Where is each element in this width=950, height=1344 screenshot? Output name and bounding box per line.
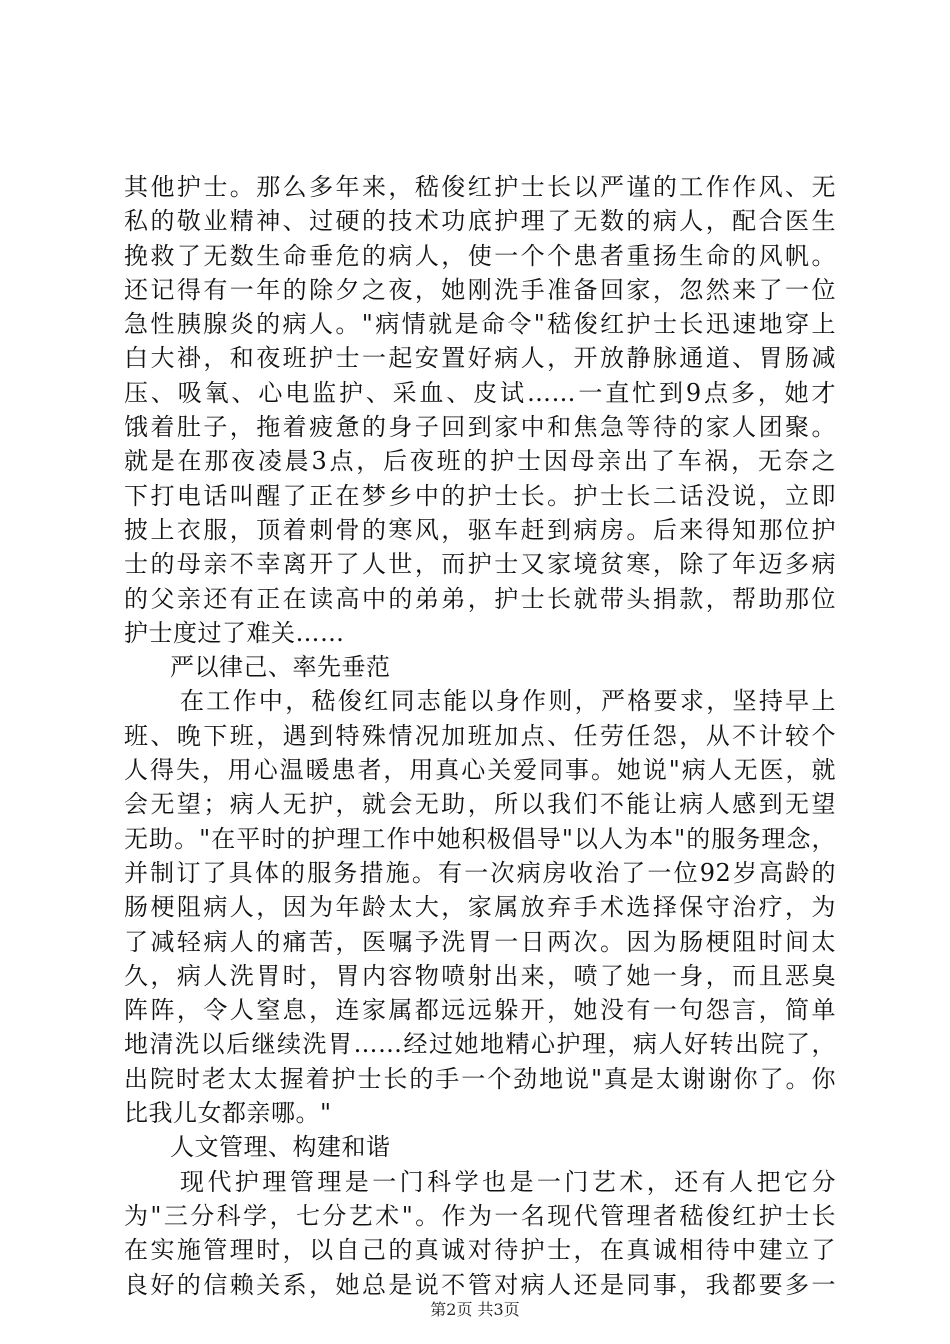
text-line: 为"三分科学，七分艺术"。作为一名现代管理者嵇俊红护士长 xyxy=(124,1201,836,1230)
section-heading: 严以律己、率先垂范 xyxy=(170,653,391,682)
text-line: 无助。"在平时的护理工作中她积极倡导"以人为本"的服务理念， xyxy=(124,824,836,853)
text-line: 并制订了具体的服务措施。有一次病房收治了一位92岁高龄的 xyxy=(124,858,836,887)
text-line: 压、吸氧、心电监护、采血、皮试……一直忙到9点多，她才 xyxy=(124,378,836,407)
text-line: 在工作中，嵇俊红同志能以身作则，严格要求，坚持早上 xyxy=(180,687,836,716)
text-line: 比我儿女都亲哪。" xyxy=(124,1099,332,1128)
text-line: 还记得有一年的除夕之夜，她刚洗手准备回家，忽然来了一位 xyxy=(124,275,836,304)
text-line: 阵阵，令人窒息，连家属都远远躲开，她没有一句怨言，简单 xyxy=(124,996,836,1025)
text-line: 急性胰腺炎的病人。"病情就是命令"嵇俊红护士长迅速地穿上 xyxy=(124,310,836,339)
text-line: 的父亲还有正在读高中的弟弟，护士长就带头捐款，帮助那位 xyxy=(124,584,836,613)
text-line: 了减轻病人的痛苦，医嘱予洗胃一日两次。因为肠梗阻时间太 xyxy=(124,927,836,956)
text-line: 会无望；病人无护，就会无助，所以我们不能让病人感到无望 xyxy=(124,790,836,819)
text-line: 地清洗以后继续洗胃……经过她地精心护理，病人好转出院了， xyxy=(124,1030,836,1059)
text-line: 现代护理管理是一门科学也是一门艺术，还有人把它分 xyxy=(180,1167,836,1196)
text-line: 私的敬业精神、过硬的技术功底护理了无数的病人，配合医生 xyxy=(124,207,836,236)
text-line: 其他护士。那么多年来，嵇俊红护士长以严谨的工作作风、无 xyxy=(124,173,836,201)
text-line: 披上衣服，顶着刺骨的寒风，驱车赶到病房。后来得知那位护 xyxy=(124,515,836,544)
text-line: 白大褂，和夜班护士一起安置好病人，开放静脉通道、胃肠减 xyxy=(124,344,836,373)
section-heading: 人文管理、构建和谐 xyxy=(170,1133,391,1162)
text-line: 久，病人洗胃时，胃内容物喷射出来，喷了她一身，而且恶臭 xyxy=(124,961,836,990)
text-line: 挽救了无数生命垂危的病人，使一个个患者重扬生命的风帆。 xyxy=(124,241,836,270)
document-body xyxy=(124,170,836,1302)
text-line: 在实施管理时，以自己的真诚对待护士，在真诚相待中建立了 xyxy=(124,1236,836,1265)
text-line: 下打电话叫醒了正在梦乡中的护士长。护士长二话没说，立即 xyxy=(124,481,836,510)
text-line: 士的母亲不幸离开了人世，而护士又家境贫寒，除了年迈多病 xyxy=(124,550,836,579)
text-line: 饿着肚子，拖着疲惫的身子回到家中和焦急等待的家人团聚。 xyxy=(124,413,836,442)
page-footer: 第2页 共3页 xyxy=(430,1300,520,1319)
text-line: 出院时老太太握着护士长的手一个劲地说"真是太谢谢你了。你 xyxy=(124,1064,836,1093)
text-line: 良好的信赖关系，她总是说不管对病人还是同事，我都要多一 xyxy=(124,1270,836,1299)
text-line: 就是在那夜凌晨3点，后夜班的护士因母亲出了车祸，无奈之 xyxy=(124,447,836,476)
text-line: 护士度过了难关…… xyxy=(124,618,345,647)
text-line: 人得失，用心温暖患者，用真心关爱同事。她说"病人无医，就 xyxy=(124,756,836,785)
text-line: 班、晚下班，遇到特殊情况加班加点、任劳任怨，从不计较个 xyxy=(124,721,836,750)
text-line: 肠梗阻病人，因为年龄太大，家属放弃手术选择保守治疗，为 xyxy=(124,893,836,922)
